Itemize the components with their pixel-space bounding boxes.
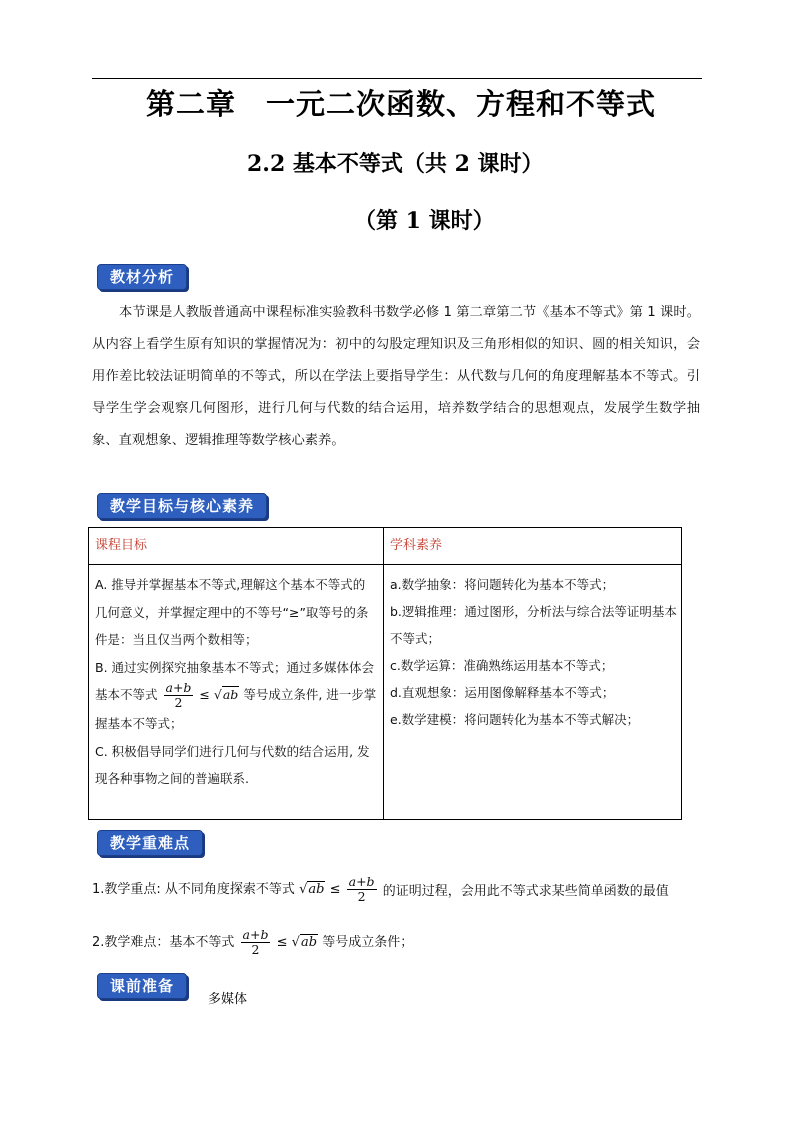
leq-symbol: ≤: [329, 882, 341, 897]
goal-b: B. 通过实例探究抽象基本不等式；通过多媒体体会基本不等式 $\frac{a+b}{2}$ ≤ √ab 等号成立条件, 进一步掌握基本不等式；: [95, 659, 377, 731]
literacy-item: e.数学建模：将问题转化为基本不等式解决；: [390, 712, 640, 727]
lesson-subtitle: （第 1 课时）: [354, 208, 495, 234]
goal-c: C. 积极倡导同学们进行几何与代数的结合运用, 发现各种事物之间的普遍联系.: [95, 743, 370, 786]
fraction-a-plus-b-over-2: $\frac{a+b}{2}$: [165, 680, 192, 710]
sqrt-ab: √ab: [291, 935, 318, 950]
header-rule: [92, 78, 702, 79]
analysis-paragraph: 本节课是人教版普通高中课程标准实验教科书数学必修 1 第二章第二节《基本不等式》第 1 课时。从内容上看学生原有知识的掌握情况为：初中的勾股定理知识及三角形相似的知识、圆的相关知识，会用作差比较法证明简单的不等式，所以在学法上要指导学生：从代数与几何的角度理解基本不等式。引导学生学会观察几何图形，进行几何与代数的结合运用，培养数学结合的思想观点，发展学生数学抽象、直观想象、逻辑推理等数学核心素养。: [92, 305, 700, 448]
badge-prep: 课前准备: [97, 973, 187, 999]
literacy-item: d.直观想象：运用图像解释基本不等式；: [390, 685, 615, 700]
badge-analysis: 教材分析: [97, 264, 187, 290]
badge-goals: 教学目标与核心素养: [97, 493, 267, 519]
goals-table: [88, 527, 682, 820]
prep-text: 多媒体: [208, 992, 248, 1007]
fraction-a-plus-b-over-2: $\frac{a+b}{2}$: [242, 927, 269, 957]
literacy-item: c.数学运算：准确熟练运用基本不等式；: [390, 658, 614, 673]
goals-cell: [89, 565, 384, 820]
sqrt-ab: √ab: [299, 882, 325, 897]
leq-symbol: ≤: [199, 687, 210, 702]
key-point-1: 1.教学重点: 从不同角度探索不等式 √ab ≤ $\frac{a+b}{2}$ 的证明过程，会用此不等式求某些简单函数的最值: [92, 874, 669, 904]
chapter-heading: [146, 82, 656, 123]
section-title: 2.2 基本不等式（共 2 课时）: [247, 151, 544, 177]
literacy-item: b.逻辑推理：通过图形，分析法与综合法等证明基本不等式；: [390, 604, 677, 646]
chapter-label: 第二章: [146, 87, 237, 121]
literacy-col-header: 学科素养: [384, 528, 682, 565]
chapter-title: 一元二次函数、方程和不等式: [266, 87, 657, 121]
literacy-item: a.数学抽象：将问题转化为基本不等式；: [390, 577, 615, 592]
sqrt-ab: √ab: [213, 687, 239, 702]
key-point-2: 2.教学难点：基本不等式 $\frac{a+b}{2}$ ≤ √ab 等号成立条件；: [92, 927, 414, 957]
goals-col-header: 课程目标: [89, 528, 384, 565]
badge-key-points: 教学重难点: [97, 830, 203, 856]
literacy-cell: [384, 565, 682, 820]
fraction-a-plus-b-over-2: $\frac{a+b}{2}$: [348, 874, 375, 904]
goal-a: A. 推导并掌握基本不等式,理解这个基本不等式的几何意义，并掌握定理中的不等号“≥”取等号的条件是：当且仅当两个数相等；: [95, 577, 369, 647]
leq-symbol: ≤: [276, 935, 288, 950]
